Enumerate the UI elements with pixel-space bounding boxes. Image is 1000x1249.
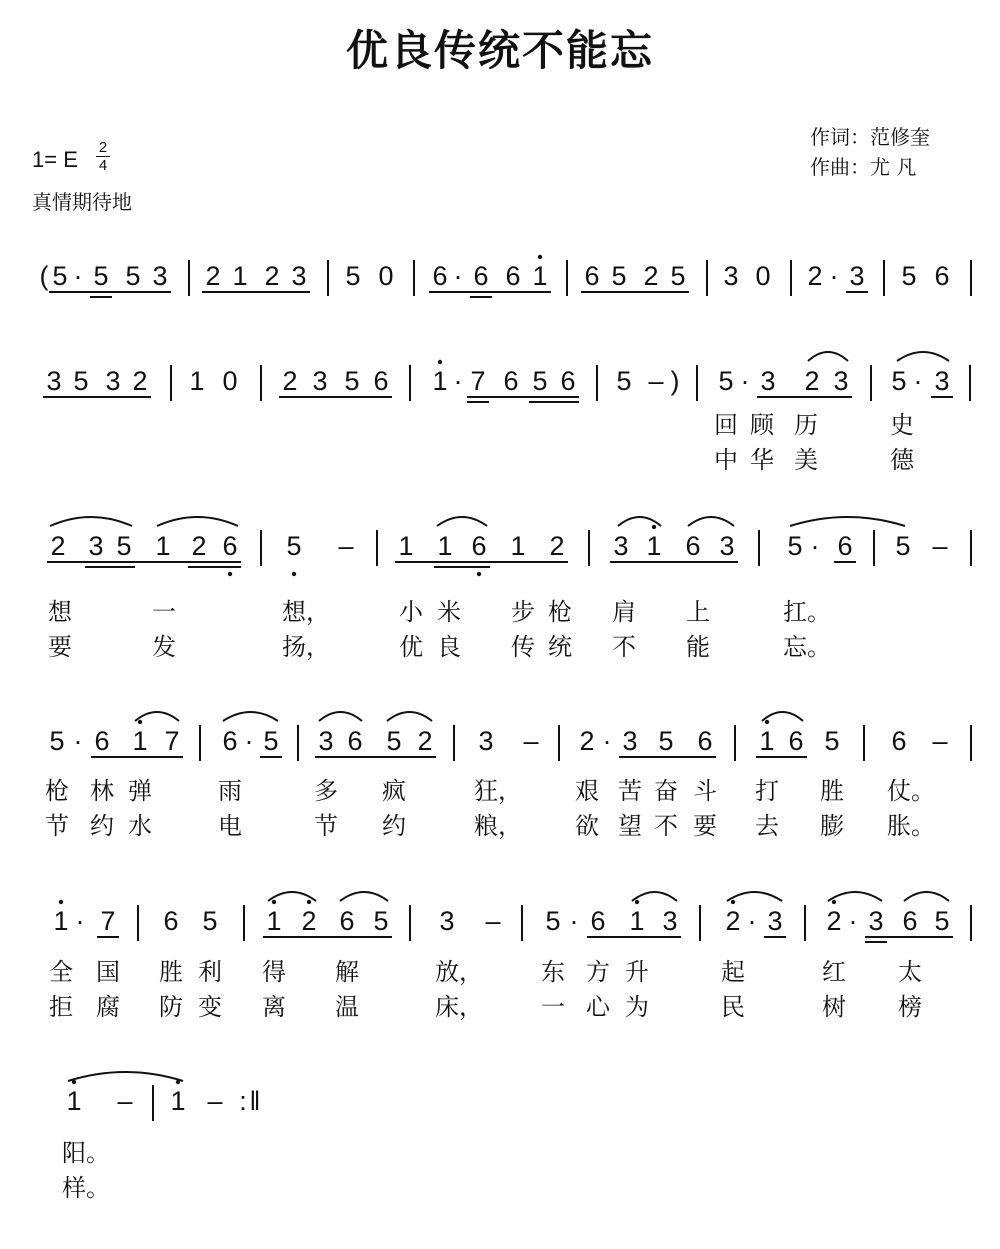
notation-system-2 — [0, 345, 1000, 435]
octave-high-dot — [765, 720, 769, 724]
dot-augmentation: · — [73, 726, 83, 756]
note: 3 — [439, 906, 455, 936]
tie-slur — [762, 712, 803, 721]
note: 2 — [579, 726, 595, 756]
note: 6 — [590, 906, 606, 936]
octave-high-dot — [438, 360, 442, 364]
note: 1 — [629, 906, 645, 936]
lyric-syllable: 统 — [548, 633, 572, 661]
note: 2 — [417, 726, 433, 756]
composer-credit: 作曲：尤 凡 — [810, 155, 917, 179]
dot-augmentation: · — [747, 906, 757, 936]
note: 7 — [470, 366, 486, 396]
note: 1 — [170, 1086, 186, 1116]
note: 2 — [50, 531, 66, 561]
tie-slur — [618, 517, 661, 526]
note: 5 — [344, 366, 360, 396]
lyric-syllable: 拒 — [49, 993, 73, 1021]
note: 6 — [373, 366, 389, 396]
note: 5 — [116, 531, 132, 561]
lyric-syllable: 小 — [399, 598, 423, 626]
lyric-syllable: 起 — [721, 958, 745, 986]
note: 1 — [510, 531, 526, 561]
note: 6 — [685, 531, 701, 561]
note: 5 — [891, 366, 907, 396]
note: 2 — [807, 261, 823, 291]
note: 6 — [697, 726, 713, 756]
note: 1 — [532, 261, 548, 291]
note: 0 — [755, 261, 771, 291]
octave-high-dot — [272, 900, 276, 904]
note: 5 — [901, 261, 917, 291]
tie-slur — [157, 517, 238, 526]
note: 5 — [386, 726, 402, 756]
tie-slur — [897, 352, 949, 361]
lyric-syllable: 狂， — [474, 777, 522, 805]
lyric-syllable: 放， — [435, 958, 483, 986]
lyric-syllable: 要 — [48, 633, 72, 661]
lyric-syllable: 美 — [794, 446, 818, 474]
lyric-syllable: 林 — [90, 777, 114, 805]
tie-slur — [632, 892, 677, 901]
lyric-syllable: 一 — [541, 993, 565, 1021]
note: 5 — [93, 261, 109, 291]
lyric-syllable: 胀。 — [887, 812, 935, 840]
lyric-syllable: 史 — [890, 411, 914, 439]
dot-augmentation: · — [453, 261, 463, 291]
note: 3 — [719, 531, 735, 561]
dash-extension: – — [648, 366, 664, 396]
lyric-syllable: 心 — [586, 993, 610, 1021]
octave-low-dot — [477, 572, 481, 576]
lyric-syllable: 忘。 — [783, 633, 831, 661]
note: 2 — [826, 906, 842, 936]
tie-slur — [904, 892, 949, 901]
note: 5 — [611, 261, 627, 291]
lyric-syllable: 解 — [335, 958, 359, 986]
tie-slur — [437, 517, 487, 526]
note: 5 — [545, 906, 561, 936]
lyric-syllable: 传 — [511, 633, 535, 661]
lyricist-credit: 作词：范修奎 — [810, 125, 930, 149]
note: 6 — [347, 726, 363, 756]
note: 5 — [286, 531, 302, 561]
lyric-syllable: 去 — [755, 812, 779, 840]
lyric-syllable: 升 — [625, 958, 649, 986]
note: 3 — [312, 366, 328, 396]
note: 5 — [658, 726, 674, 756]
note: 6 — [339, 906, 355, 936]
note: 3 — [833, 366, 849, 396]
lyric-syllable: 阳。 — [62, 1139, 110, 1167]
note: 6 — [584, 261, 600, 291]
octave-high-dot — [731, 900, 735, 904]
dot-augmentation: · — [740, 366, 750, 396]
lyric-syllable: 上 — [686, 598, 710, 626]
note: 5 — [73, 366, 89, 396]
lyric-syllable: 想 — [48, 598, 72, 626]
note: 0 — [222, 366, 238, 396]
dot-augmentation: · — [453, 366, 463, 396]
note: 2 — [191, 531, 207, 561]
lyric-syllable: 红 — [822, 958, 846, 986]
lyric-syllable: 枪 — [548, 598, 572, 626]
lyric-syllable: 不 — [654, 812, 678, 840]
note: 1 — [646, 531, 662, 561]
octave-low-dot — [228, 572, 232, 576]
tie-slur — [828, 892, 882, 901]
note: 6 — [222, 726, 238, 756]
note: 3 — [622, 726, 638, 756]
note: 6 — [471, 531, 487, 561]
note: 3 — [662, 906, 678, 936]
lyric-syllable: 仗。 — [887, 777, 935, 805]
dot-augmentation: · — [602, 726, 612, 756]
lyric-syllable: 打 — [755, 777, 779, 805]
lyric-syllable: 想， — [282, 598, 330, 626]
tie-slur — [268, 892, 316, 901]
lyric-syllable: 回 — [714, 411, 738, 439]
octave-high-dot — [307, 900, 311, 904]
lyric-syllable: 望 — [618, 812, 642, 840]
lyric-syllable: 疯 — [382, 777, 406, 805]
tie-slur — [223, 712, 278, 721]
note: 3 — [478, 726, 494, 756]
note: 5 — [670, 261, 686, 291]
note: 5 — [125, 261, 141, 291]
note: 3 — [767, 906, 783, 936]
note: 2 — [549, 531, 565, 561]
note: 5 — [934, 906, 950, 936]
lyric-syllable: 为 — [625, 993, 649, 1021]
notation-system-5 — [0, 885, 1000, 975]
lyric-syllable: 优 — [399, 633, 423, 661]
lyric-syllable: 胜 — [820, 777, 844, 805]
note: 6 — [94, 726, 110, 756]
lyric-syllable: 东 — [541, 958, 565, 986]
lyric-syllable: 国 — [96, 958, 120, 986]
lyric-syllable: 步 — [511, 598, 535, 626]
notation-system-6 — [0, 1065, 1000, 1155]
note: 6 — [902, 906, 918, 936]
note: 5 — [49, 726, 65, 756]
lyric-syllable: 利 — [198, 958, 222, 986]
dash-extension: – — [117, 1086, 133, 1116]
note: 3 — [291, 261, 307, 291]
octave-high-dot — [59, 900, 63, 904]
lyric-syllable: 防 — [159, 993, 183, 1021]
lyric-syllable: 腐 — [96, 993, 120, 1021]
note: 6 — [163, 906, 179, 936]
note: 1 — [189, 366, 205, 396]
lyric-syllable: 全 — [49, 958, 73, 986]
note: 0 — [378, 261, 394, 291]
note: 5 — [345, 261, 361, 291]
lyric-syllable: 奋 — [654, 777, 678, 805]
tie-slur — [340, 892, 388, 901]
lyric-syllable: 样。 — [62, 1174, 110, 1202]
dot-augmentation: · — [73, 261, 83, 291]
note: 7 — [100, 906, 116, 936]
note: 6 — [560, 366, 576, 396]
time-signature-top: 2 — [98, 139, 108, 156]
note: 3 — [88, 531, 104, 561]
note: 5 — [263, 726, 279, 756]
note: 6 — [837, 531, 853, 561]
lyric-syllable: 斗 — [693, 777, 717, 805]
tie-slur — [50, 517, 132, 526]
lyric-syllable: 电 — [218, 812, 242, 840]
key-signature: 1= E — [32, 147, 78, 172]
note: 3 — [318, 726, 334, 756]
lyric-syllable: 能 — [686, 633, 710, 661]
lyric-syllable: 一 — [152, 598, 176, 626]
note: 2 — [725, 906, 741, 936]
lyric-syllable: 良 — [437, 633, 461, 661]
time-signature — [96, 140, 110, 173]
note: 6 — [788, 726, 804, 756]
note: 5 — [52, 261, 68, 291]
lyric-syllable: 得 — [262, 958, 286, 986]
lyric-syllable: 节 — [314, 812, 338, 840]
note: 5 — [616, 366, 632, 396]
lyric-syllable: 雨 — [218, 777, 242, 805]
note: 6 — [222, 531, 238, 561]
dot-augmentation: · — [75, 906, 85, 936]
dot-augmentation: · — [810, 531, 820, 561]
note: 3 — [849, 261, 865, 291]
tie-slur — [790, 517, 905, 526]
lyric-syllable: 苦 — [618, 777, 642, 805]
octave-high-dot — [635, 900, 639, 904]
tie-slur — [319, 712, 362, 721]
note: 6 — [473, 261, 489, 291]
lyric-syllable: 多 — [314, 777, 338, 805]
lyric-syllable: 榜 — [898, 993, 922, 1021]
note: 3 — [613, 531, 629, 561]
lyric-syllable: 床， — [435, 993, 483, 1021]
dot-augmentation: · — [913, 366, 923, 396]
note: 1 — [232, 261, 248, 291]
note: 1 — [266, 906, 282, 936]
note: 5 — [824, 726, 840, 756]
note: 2 — [282, 366, 298, 396]
note: 6 — [505, 261, 521, 291]
note: 3 — [760, 366, 776, 396]
lyric-syllable: 枪 — [45, 777, 69, 805]
lyric-syllable: 扛。 — [783, 598, 831, 626]
lyric-syllable: 德 — [890, 446, 914, 474]
lyric-syllable: 不 — [612, 633, 636, 661]
lyric-syllable: 顾 — [750, 411, 774, 439]
note: 3 — [868, 906, 884, 936]
note: 3 — [105, 366, 121, 396]
tie-slur — [727, 892, 782, 901]
note: 2 — [643, 261, 659, 291]
note: 1 — [759, 726, 775, 756]
lyric-syllable: 树 — [822, 993, 846, 1021]
note: 5 — [373, 906, 389, 936]
lyric-syllable: 太 — [898, 958, 922, 986]
note: 1 — [398, 531, 414, 561]
time-signature-bottom: 4 — [98, 157, 108, 174]
note: 3 — [46, 366, 62, 396]
note: ) — [670, 366, 680, 396]
lyric-syllable: 弹 — [128, 777, 152, 805]
lyric-syllable: 温 — [335, 993, 359, 1021]
dot-augmentation: · — [569, 906, 579, 936]
note: 7 — [164, 726, 180, 756]
note: 1 — [437, 531, 453, 561]
note: ( — [39, 261, 49, 291]
note: 1 — [53, 906, 69, 936]
note: 5 — [895, 531, 911, 561]
lyric-syllable: 离 — [262, 993, 286, 1021]
octave-high-dot — [652, 525, 656, 529]
lyric-syllable: 方 — [586, 958, 610, 986]
note: 1 — [66, 1086, 82, 1116]
dot-augmentation: · — [244, 726, 254, 756]
note: 5 — [202, 906, 218, 936]
lyric-syllable: 发 — [152, 633, 176, 661]
note: 1 — [132, 726, 148, 756]
note: 2 — [132, 366, 148, 396]
song-title: 优良传统不能忘 — [345, 26, 654, 75]
note: 3 — [723, 261, 739, 291]
notation-system-3 — [0, 510, 1000, 600]
dot-augmentation: · — [848, 906, 858, 936]
lyric-syllable: 约 — [382, 812, 406, 840]
lyric-syllable: 艰 — [575, 777, 599, 805]
lyric-syllable: 历 — [794, 411, 818, 439]
octave-high-dot — [832, 900, 836, 904]
lyric-syllable: 米 — [437, 598, 461, 626]
note: 6 — [891, 726, 907, 756]
octave-low-dot — [292, 572, 296, 576]
note: 5 — [718, 366, 734, 396]
note: : — [239, 1086, 247, 1116]
dash-extension: – — [932, 726, 948, 756]
lyric-syllable: 胜 — [159, 958, 183, 986]
octave-high-dot — [538, 255, 542, 259]
note: 6 — [432, 261, 448, 291]
note: ‖ — [249, 1086, 261, 1116]
dash-extension: – — [523, 726, 539, 756]
notation-system-1 — [0, 240, 1000, 330]
tie-slur — [68, 1072, 183, 1081]
tie-slur — [387, 712, 432, 721]
note: 2 — [301, 906, 317, 936]
lyric-syllable: 肩 — [612, 598, 636, 626]
note: 6 — [934, 261, 950, 291]
lyric-syllable: 欲 — [575, 812, 599, 840]
lyric-syllable: 约 — [90, 812, 114, 840]
dash-extension: – — [932, 531, 948, 561]
tie-slur — [135, 712, 179, 721]
tempo-marking: 真情期待地 — [32, 190, 132, 214]
dot-augmentation: · — [829, 261, 839, 291]
lyric-syllable: 扬， — [282, 633, 330, 661]
lyric-syllable: 节 — [45, 812, 69, 840]
lyric-syllable: 变 — [198, 993, 222, 1021]
note: 3 — [934, 366, 950, 396]
note: 1 — [432, 366, 448, 396]
dash-extension: – — [207, 1086, 223, 1116]
octave-high-dot — [138, 720, 142, 724]
note: 2 — [804, 366, 820, 396]
lyric-syllable: 粮， — [474, 812, 522, 840]
note: 5 — [532, 366, 548, 396]
lyric-syllable: 要 — [693, 812, 717, 840]
note: 2 — [264, 261, 280, 291]
tie-slur — [688, 517, 734, 526]
dash-extension: – — [485, 906, 501, 936]
tie-slur — [808, 352, 848, 361]
lyric-syllable: 膨 — [820, 812, 844, 840]
note: 2 — [205, 261, 221, 291]
lyric-syllable: 华 — [750, 446, 774, 474]
dash-extension: – — [338, 531, 354, 561]
note: 6 — [503, 366, 519, 396]
note: 5 — [787, 531, 803, 561]
lyric-syllable: 中 — [714, 446, 738, 474]
note: 3 — [152, 261, 168, 291]
note: 1 — [155, 531, 171, 561]
lyric-syllable: 水 — [128, 812, 152, 840]
lyric-syllable: 民 — [721, 993, 745, 1021]
